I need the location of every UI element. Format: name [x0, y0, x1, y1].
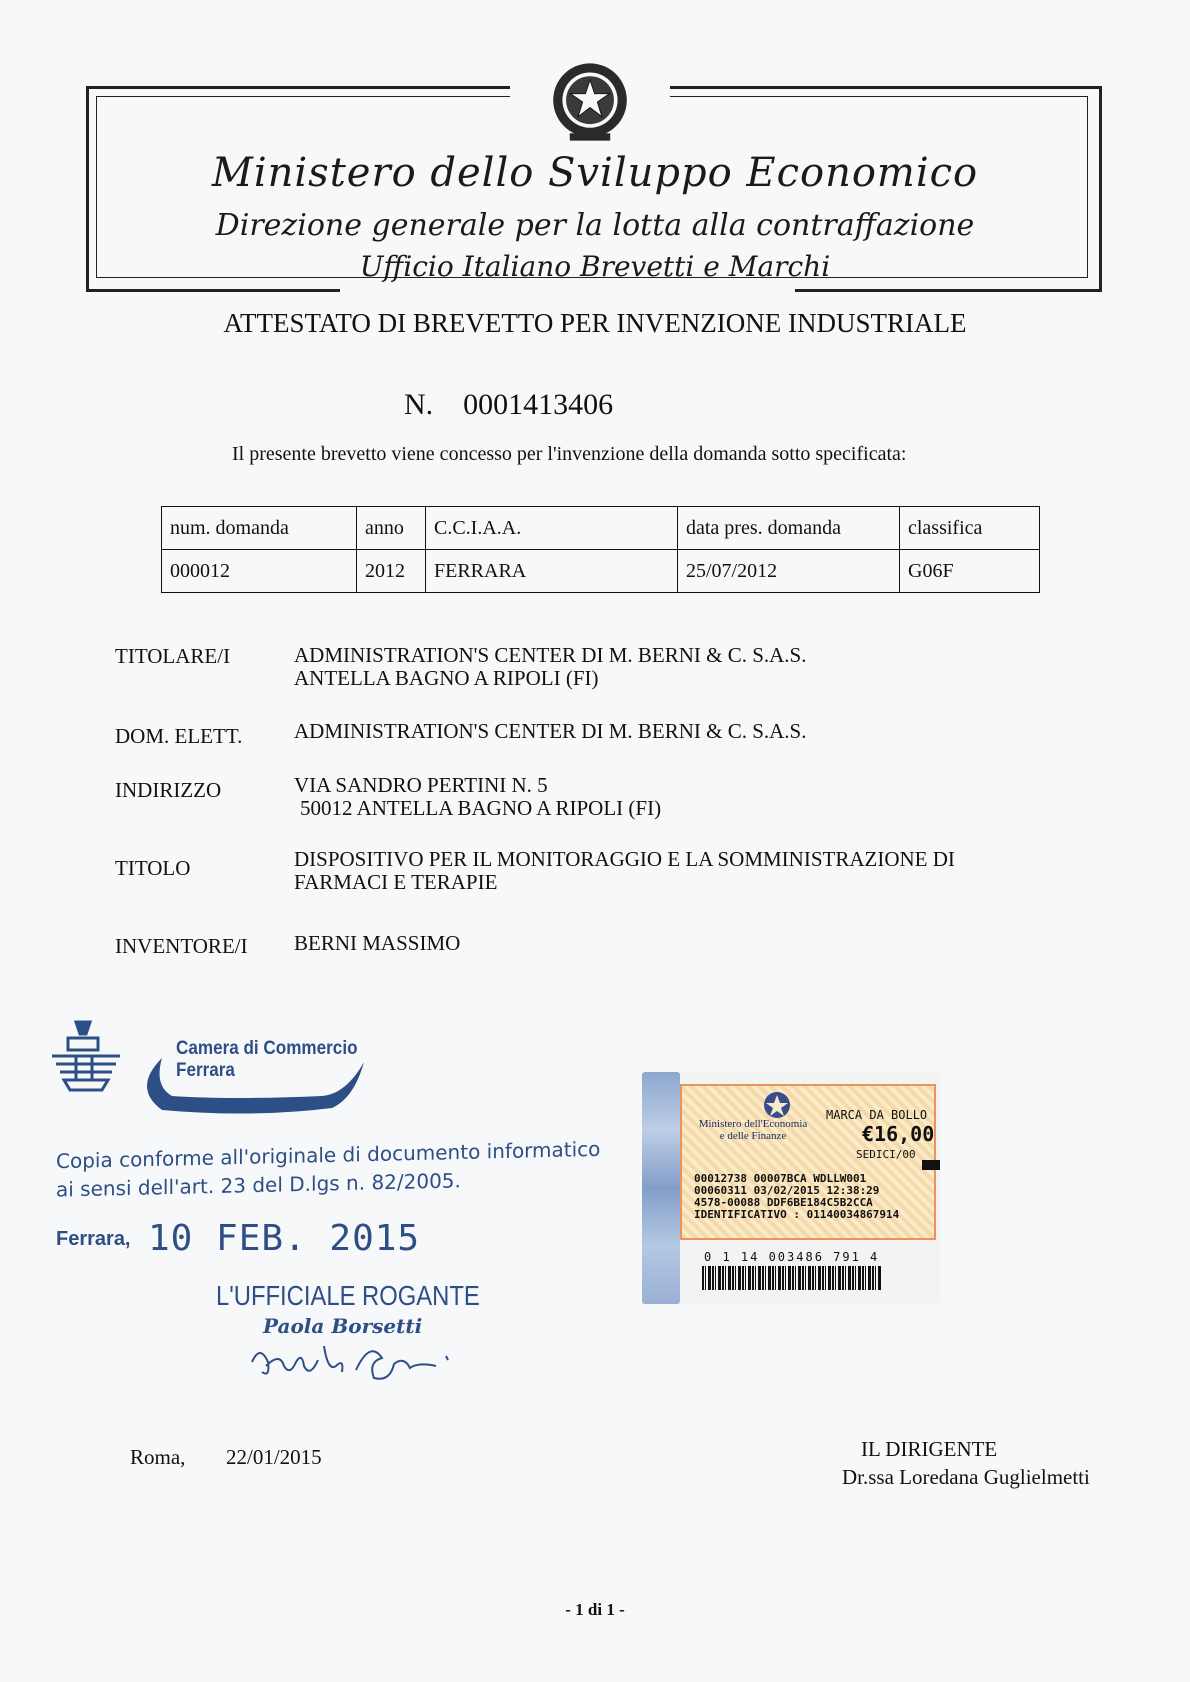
- table-header-cell: C.C.I.A.A.: [426, 507, 678, 550]
- stamp-data-row: 4578-00088 DDF6BE184C5B2CCA: [694, 1196, 873, 1209]
- table-cell: 25/07/2012: [678, 550, 900, 593]
- table-cell: 000012: [162, 550, 357, 593]
- titolo-line: DISPOSITIVO PER IL MONITORAGGIO E LA SOMMINISTRAZIONE DI: [294, 847, 955, 871]
- copia-conforme-line: ai sensi dell'art. 23 del D.lgs n. 82/2005.: [56, 1168, 461, 1202]
- inventore-line: BERNI MASSIMO: [294, 931, 461, 955]
- marca-da-bollo: MARCA DA BOLLO: [826, 1108, 928, 1122]
- issue-date: 22/01/2015: [226, 1445, 322, 1469]
- signer-name: Dr.ssa Loredana Guglielmetti: [842, 1465, 1090, 1489]
- ministry-name: Ministero dello Sviluppo Economico: [211, 150, 979, 196]
- table-header-cell: num. domanda: [162, 507, 357, 550]
- intro-text: Il presente brevetto viene concesso per l'invenzione della domanda sotto specificata:: [232, 443, 907, 465]
- officer-name: Paola Borsetti: [263, 1314, 423, 1338]
- ufficiale-rogante: L'UFFICIALE ROGANTE: [216, 1280, 480, 1311]
- stamp-date: 10 FEB. 2015: [148, 1218, 421, 1259]
- directorate-name: Direzione generale per la lotta alla contraffazione: [215, 208, 975, 243]
- titolare-line: ADMINISTRATION'S CENTER DI M. BERNI & C. S.A.S.: [294, 643, 807, 667]
- stamp-data-row: IDENTIFICATIVO : 01140034867914: [694, 1208, 900, 1221]
- stamp-data-row: 00012738 00007BCA WDLLW001: [694, 1172, 867, 1185]
- table-header-row: [162, 507, 1040, 550]
- table-cell: FERRARA: [426, 550, 678, 593]
- stamp-issuer: [698, 1118, 808, 1142]
- table-row: [162, 550, 1040, 593]
- indirizzo-line: VIA SANDRO PERTINI N. 5: [294, 773, 548, 797]
- indirizzo-label: INDIRIZZO: [115, 778, 222, 802]
- document-title: ATTESTATO DI BREVETTO PER INVENZIONE INDUSTRIALE: [223, 308, 967, 338]
- italian-republic-emblem-icon: [544, 56, 636, 148]
- signer-title: IL DIRIGENTE: [861, 1437, 998, 1461]
- stamp-black-mark: [922, 1160, 940, 1170]
- stamp-issuer-line: Ministero dell'Economia: [698, 1118, 808, 1130]
- copia-conforme-line: Copia conforme all'originale di documento informatico: [56, 1136, 601, 1174]
- page-number: - 1 di 1 -: [565, 1600, 625, 1619]
- stamp-price: €16,00: [862, 1122, 935, 1146]
- officer-signature: [240, 1332, 480, 1392]
- dom-elett-line: ADMINISTRATION'S CENTER DI M. BERNI & C. S.A.S.: [294, 719, 807, 743]
- revenue-stamp: [642, 1072, 940, 1304]
- titolare-label: TITOLARE/I: [115, 644, 231, 668]
- titolare-value: [294, 644, 806, 690]
- table-header-cell: data pres. domanda: [678, 507, 900, 550]
- titolo-label: TITOLO: [115, 856, 191, 880]
- table-cell: 2012: [357, 550, 426, 593]
- indirizzo-value: [294, 774, 661, 820]
- stamp-data-row: 00060311 03/02/2015 12:38:29: [694, 1184, 880, 1197]
- dom-elett-label: DOM. ELETT.: [115, 724, 243, 748]
- camera-name-line: Ferrara: [176, 1060, 235, 1081]
- inventore-label: INVENTORE/I: [115, 934, 248, 958]
- table-header-cell: classifica: [900, 507, 1040, 550]
- inventore-value: [294, 932, 460, 955]
- stamp-issuer-line: e delle Finanze: [719, 1130, 787, 1142]
- issue-place: Roma,: [130, 1445, 186, 1469]
- hologram-strip: [642, 1072, 680, 1304]
- barcode: [702, 1266, 882, 1290]
- table-cell: G06F: [900, 550, 1040, 593]
- patent-number: [404, 388, 613, 422]
- patent-number-value: 0001413406: [463, 388, 614, 421]
- indirizzo-line: 50012 ANTELLA BAGNO A RIPOLI (FI): [300, 796, 662, 820]
- dom-elett-value: [294, 720, 806, 743]
- stamp-city: Ferrara,: [56, 1228, 131, 1250]
- barcode-number: 0 1 14 003486 791 4: [704, 1250, 880, 1264]
- republic-emblem-icon: [762, 1090, 792, 1120]
- office-name: Ufficio Italiano Brevetti e Marchi: [359, 250, 831, 283]
- titolo-line: FARMACI E TERAPIE: [294, 870, 498, 894]
- stamp-price-words: SEDICI/00: [856, 1148, 916, 1161]
- camera-commercio-logo-icon: [46, 1016, 126, 1092]
- camera-name-line: Camera di Commercio: [176, 1038, 358, 1059]
- camera-swoosh-icon: [132, 1048, 372, 1118]
- application-table: [161, 506, 1040, 593]
- table-header-cell: anno: [357, 507, 426, 550]
- titolare-line: ANTELLA BAGNO A RIPOLI (FI): [294, 666, 599, 690]
- patent-number-label: N.: [404, 388, 434, 421]
- titolo-value: [294, 848, 955, 894]
